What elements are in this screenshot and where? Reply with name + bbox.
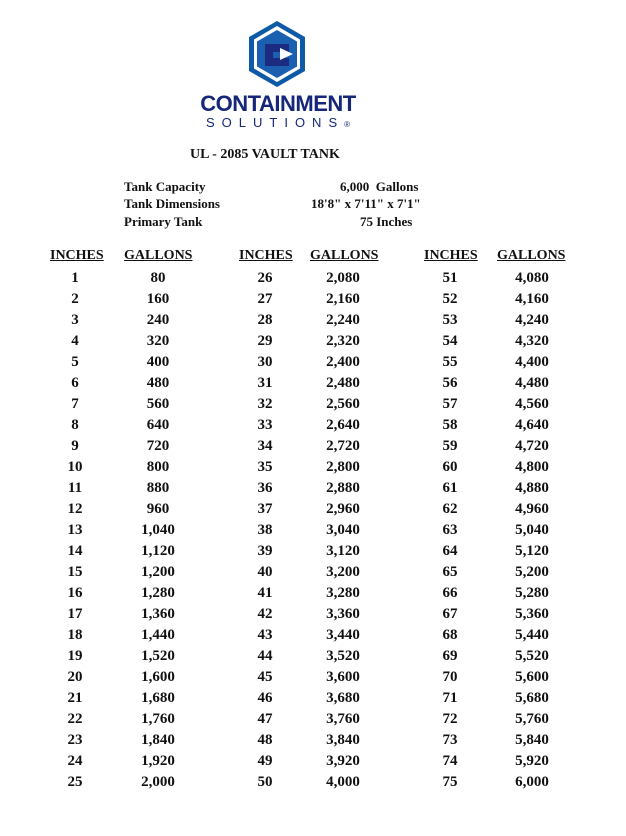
- gallons-cell: 4,960: [515, 501, 549, 517]
- gallons-cell: 3,920: [326, 753, 360, 769]
- gallons-cell: 5,680: [515, 690, 549, 706]
- table-row: [0, 331, 626, 352]
- gallons-cell: 4,400: [515, 354, 549, 370]
- gallons-cell: 1,040: [141, 522, 175, 538]
- gallons-cell: 4,640: [515, 417, 549, 433]
- inches-cell: 63: [442, 522, 458, 538]
- table-row: [0, 604, 626, 625]
- gallons-cell: 2,000: [141, 774, 175, 790]
- gallons-cell: 2,960: [326, 501, 360, 517]
- inches-cell: 34: [257, 438, 273, 454]
- logo-wordmark: CONTAINMENT: [200, 91, 356, 116]
- inches-cell: 22: [67, 711, 83, 727]
- spec-value-primary: 75 Inches: [360, 214, 413, 229]
- hexagon-logo-icon: [247, 20, 307, 88]
- inches-cell: 6: [71, 375, 79, 391]
- gallons-cell: 5,280: [515, 585, 549, 601]
- inches-cell: 71: [442, 690, 458, 706]
- inches-cell: 39: [257, 543, 273, 559]
- gallons-cell: 3,600: [326, 669, 360, 685]
- gallons-cell: 6,000: [515, 774, 549, 790]
- inches-cell: 16: [67, 585, 83, 601]
- gallons-cell: 5,760: [515, 711, 549, 727]
- inches-cell: 43: [257, 627, 273, 643]
- gallons-cell: 5,840: [515, 732, 549, 748]
- gallons-cell: 5,440: [515, 627, 549, 643]
- table-row: [0, 772, 626, 793]
- gallons-cell: 2,240: [326, 312, 360, 328]
- inches-cell: 50: [257, 774, 273, 790]
- gallons-cell: 320: [146, 333, 170, 349]
- inches-cell: 35: [257, 459, 273, 475]
- inches-cell: 37: [257, 501, 273, 517]
- gallons-cell: 4,480: [515, 375, 549, 391]
- gallons-cell: 1,680: [141, 690, 175, 706]
- inches-cell: 56: [442, 375, 458, 391]
- inches-cell: 69: [442, 648, 458, 664]
- gallons-cell: 720: [146, 438, 170, 454]
- table-row: [0, 541, 626, 562]
- gallons-cell: 240: [146, 312, 170, 328]
- gallons-cell: 2,800: [326, 459, 360, 475]
- inches-cell: 21: [67, 690, 83, 706]
- table-row: [0, 289, 626, 310]
- spec-label-capacity: Tank Capacity: [124, 179, 206, 194]
- gallons-cell: 1,440: [141, 627, 175, 643]
- inches-cell: 20: [67, 669, 83, 685]
- inches-cell: 29: [257, 333, 273, 349]
- inches-cell: 42: [257, 606, 273, 622]
- inches-cell: 70: [442, 669, 458, 685]
- inches-cell: 49: [257, 753, 273, 769]
- table-row: [0, 625, 626, 646]
- table-row: [0, 352, 626, 373]
- gallons-cell: 2,720: [326, 438, 360, 454]
- inches-cell: 61: [442, 480, 458, 496]
- inches-cell: 47: [257, 711, 273, 727]
- gallons-cell: 2,080: [326, 270, 360, 286]
- inches-cell: 9: [71, 438, 79, 454]
- inches-cell: 64: [442, 543, 458, 559]
- gallons-cell: 1,520: [141, 648, 175, 664]
- gallons-cell: 400: [146, 354, 170, 370]
- gallons-cell: 560: [146, 396, 170, 412]
- gallons-cell: 5,040: [515, 522, 549, 538]
- inches-cell: 62: [442, 501, 458, 517]
- inches-cell: 10: [67, 459, 83, 475]
- gallons-cell: 5,520: [515, 648, 549, 664]
- inches-cell: 67: [442, 606, 458, 622]
- gallons-cell: 800: [146, 459, 170, 475]
- gallons-cell: 2,480: [326, 375, 360, 391]
- inches-cell: 46: [257, 690, 273, 706]
- table-row: [0, 709, 626, 730]
- inches-cell: 55: [442, 354, 458, 370]
- spec-label-primary: Primary Tank: [124, 214, 203, 229]
- gallons-cell: 2,400: [326, 354, 360, 370]
- gallons-cell: 1,120: [141, 543, 175, 559]
- table-row: [0, 478, 626, 499]
- gallons-cell: 4,720: [515, 438, 549, 454]
- inches-cell: 3: [71, 312, 79, 328]
- inches-cell: 13: [67, 522, 83, 538]
- table-row: [0, 562, 626, 583]
- gallons-cell: 3,280: [326, 585, 360, 601]
- gallons-cell: 640: [146, 417, 170, 433]
- gallons-cell: 1,280: [141, 585, 175, 601]
- gallons-cell: 1,760: [141, 711, 175, 727]
- gallons-cell: 1,360: [141, 606, 175, 622]
- table-row: [0, 415, 626, 436]
- table-row: [0, 667, 626, 688]
- gallons-cell: 2,320: [326, 333, 360, 349]
- inches-cell: 40: [257, 564, 273, 580]
- inches-cell: 8: [71, 417, 79, 433]
- inches-cell: 17: [67, 606, 83, 622]
- gallons-cell: 880: [146, 480, 170, 496]
- inches-cell: 32: [257, 396, 273, 412]
- inches-cell: 73: [442, 732, 458, 748]
- inches-cell: 65: [442, 564, 458, 580]
- inches-cell: 66: [442, 585, 458, 601]
- inches-cell: 48: [257, 732, 273, 748]
- spec-label-dimensions: Tank Dimensions: [124, 196, 220, 211]
- inches-cell: 28: [257, 312, 273, 328]
- inches-cell: 5: [71, 354, 79, 370]
- inches-cell: 27: [257, 291, 273, 307]
- inches-cell: 11: [67, 480, 83, 496]
- inches-cell: 14: [67, 543, 83, 559]
- table-row: [0, 373, 626, 394]
- gallons-cell: 80: [150, 270, 166, 286]
- gallons-cell: 3,680: [326, 690, 360, 706]
- gallons-cell: 960: [146, 501, 170, 517]
- gallons-cell: 2,640: [326, 417, 360, 433]
- inches-cell: 74: [442, 753, 458, 769]
- table-row: [0, 394, 626, 415]
- inches-cell: 53: [442, 312, 458, 328]
- gallons-cell: 3,360: [326, 606, 360, 622]
- header-inches-2: INCHES: [239, 248, 293, 263]
- inches-cell: 19: [67, 648, 83, 664]
- gallons-cell: 4,320: [515, 333, 549, 349]
- inches-cell: 24: [67, 753, 83, 769]
- inches-cell: 59: [442, 438, 458, 454]
- inches-cell: 1: [71, 270, 79, 286]
- inches-cell: 41: [257, 585, 273, 601]
- gallons-cell: 5,600: [515, 669, 549, 685]
- gallons-cell: 3,120: [326, 543, 360, 559]
- gallons-cell: 4,560: [515, 396, 549, 412]
- header-inches-3: INCHES: [424, 248, 478, 263]
- inches-cell: 51: [442, 270, 458, 286]
- inches-cell: 57: [442, 396, 458, 412]
- inches-cell: 12: [67, 501, 83, 517]
- gallons-cell: 2,560: [326, 396, 360, 412]
- table-row: [0, 310, 626, 331]
- table-row: [0, 646, 626, 667]
- table-row: [0, 730, 626, 751]
- spec-value-capacity: 6,000 Gallons: [340, 179, 419, 194]
- gallons-cell: 2,880: [326, 480, 360, 496]
- gallons-cell: 3,040: [326, 522, 360, 538]
- table-row: [0, 436, 626, 457]
- gallons-cell: 4,160: [515, 291, 549, 307]
- gallons-cell: 4,880: [515, 480, 549, 496]
- inches-cell: 58: [442, 417, 458, 433]
- table-row: [0, 688, 626, 709]
- gallons-cell: 1,840: [141, 732, 175, 748]
- logo-subtitle: SOLUTIONS®: [205, 115, 351, 130]
- gallons-cell: 1,600: [141, 669, 175, 685]
- gallons-cell: 1,200: [141, 564, 175, 580]
- header-gallons-3: GALLONS: [497, 248, 566, 263]
- table-row: [0, 520, 626, 541]
- header-inches-1: INCHES: [50, 248, 104, 263]
- company-logo: [188, 20, 368, 130]
- inches-cell: 31: [257, 375, 273, 391]
- inches-cell: 72: [442, 711, 458, 727]
- inches-cell: 45: [257, 669, 273, 685]
- inches-cell: 18: [67, 627, 83, 643]
- inches-cell: 7: [71, 396, 79, 412]
- inches-cell: 4: [71, 333, 79, 349]
- table-row: [0, 457, 626, 478]
- table-row: [0, 268, 626, 289]
- inches-cell: 75: [442, 774, 458, 790]
- inches-cell: 2: [71, 291, 79, 307]
- inches-cell: 68: [442, 627, 458, 643]
- inches-cell: 25: [67, 774, 83, 790]
- inches-cell: 38: [257, 522, 273, 538]
- inches-cell: 60: [442, 459, 458, 475]
- table-row: [0, 499, 626, 520]
- gallons-cell: 3,840: [326, 732, 360, 748]
- inches-cell: 23: [67, 732, 83, 748]
- inches-cell: 30: [257, 354, 273, 370]
- gallons-cell: 480: [146, 375, 170, 391]
- inches-cell: 33: [257, 417, 273, 433]
- table-row: [0, 583, 626, 604]
- spec-value-dimensions: 18'8" x 7'11" x 7'1": [311, 196, 421, 211]
- gallons-cell: 4,080: [515, 270, 549, 286]
- gallons-cell: 160: [146, 291, 170, 307]
- table-row: [0, 751, 626, 772]
- gallons-cell: 5,120: [515, 543, 549, 559]
- gallons-cell: 3,440: [326, 627, 360, 643]
- inches-cell: 52: [442, 291, 458, 307]
- inches-cell: 26: [257, 270, 273, 286]
- gallons-cell: 5,360: [515, 606, 549, 622]
- header-gallons-2: GALLONS: [310, 248, 379, 263]
- inches-cell: 44: [257, 648, 273, 664]
- gallons-cell: 5,200: [515, 564, 549, 580]
- gallons-cell: 3,200: [326, 564, 360, 580]
- header-gallons-1: GALLONS: [124, 248, 193, 263]
- gallons-cell: 4,800: [515, 459, 549, 475]
- gallons-cell: 4,240: [515, 312, 549, 328]
- gallons-cell: 2,160: [326, 291, 360, 307]
- gallons-cell: 1,920: [141, 753, 175, 769]
- document-title: UL - 2085 VAULT TANK: [190, 147, 340, 162]
- gallons-cell: 5,920: [515, 753, 549, 769]
- inches-cell: 36: [257, 480, 273, 496]
- gallons-cell: 3,760: [326, 711, 360, 727]
- inches-cell: 15: [67, 564, 83, 580]
- gallons-cell: 4,000: [326, 774, 360, 790]
- gallons-cell: 3,520: [326, 648, 360, 664]
- inches-cell: 54: [442, 333, 458, 349]
